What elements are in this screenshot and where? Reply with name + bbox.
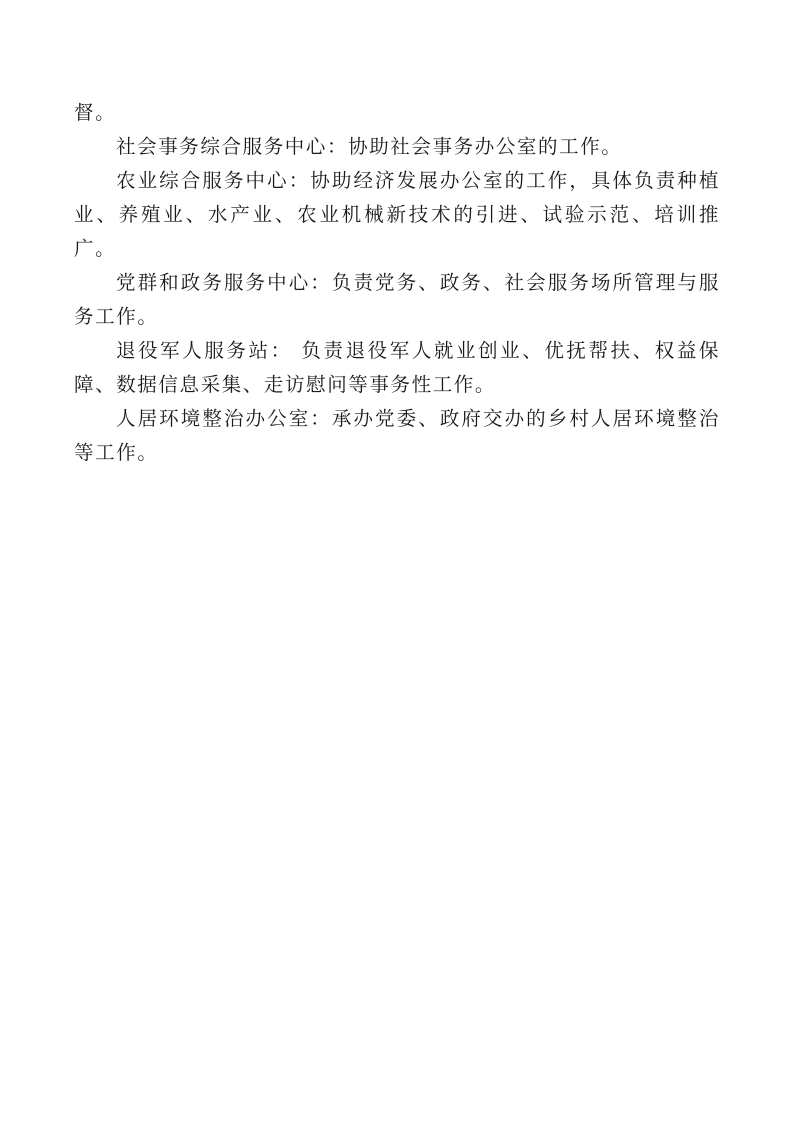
paragraph-continuation: 督。 (74, 101, 117, 124)
paragraph-living-environment-office: 人居环境整治办公室：承办党委、政府交办的乡村人居环境整治等工作。 (74, 407, 720, 464)
paragraph-party-government-center: 党群和政务服务中心：负责党务、政务、社会服务场所管理与服务工作。 (74, 271, 720, 328)
document-body (74, 96, 720, 470)
paragraph-veterans-station: 退役军人服务站： 负责退役军人就业创业、优抚帮扶、权益保障、数据信息采集、走访慰问等事务性工作。 (74, 339, 720, 396)
paragraph-social-affairs-center: 社会事务综合服务中心：协助社会事务办公室的工作。 (116, 135, 623, 158)
paragraph-agriculture-center: 农业综合服务中心：协助经济发展办公室的工作，具体负责种植业、养殖业、水产业、农业机械新技术的引进、试验示范、培训推广。 (74, 169, 720, 260)
